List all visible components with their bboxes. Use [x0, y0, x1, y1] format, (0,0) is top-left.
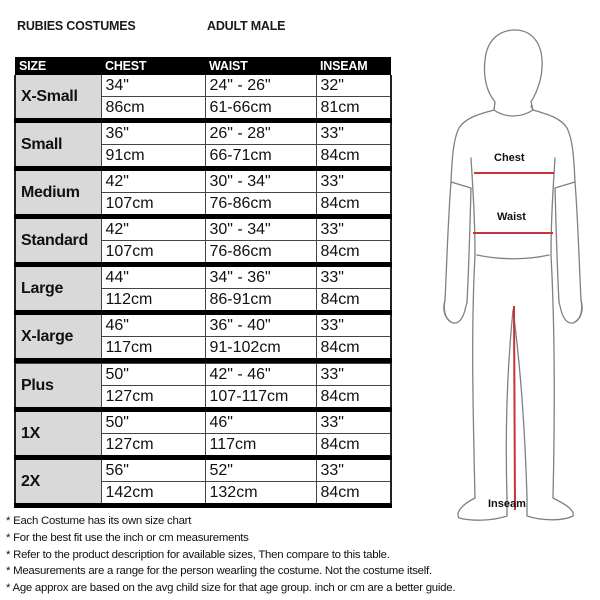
inseam-inches: 33"	[316, 364, 391, 386]
size-label: Medium	[15, 169, 101, 217]
inseam-inches: 33"	[316, 169, 391, 193]
notes-list	[6, 513, 455, 597]
chest-inches: 44"	[101, 265, 205, 289]
inseam-measure-line	[514, 306, 515, 510]
inseam-cm: 84cm	[316, 193, 391, 217]
table-row	[15, 364, 391, 386]
table-row	[15, 313, 391, 337]
table-row	[15, 265, 391, 289]
column-header-chest: CHEST	[101, 57, 205, 75]
waist-cm: 117cm	[205, 434, 316, 458]
chest-cm: 107cm	[101, 193, 205, 217]
inseam-inches: 33"	[316, 121, 391, 145]
table-row	[15, 169, 391, 193]
size-label: Small	[15, 121, 101, 169]
male-figure-illustration	[415, 10, 595, 525]
chest-inches: 42"	[101, 217, 205, 241]
chest-cm: 117cm	[101, 337, 205, 361]
size-label: X-large	[15, 313, 101, 361]
waist-cm: 61-66cm	[205, 97, 316, 121]
waist-inches: 46"	[205, 410, 316, 434]
inseam-inches: 32"	[316, 75, 391, 97]
waist-cm: 66-71cm	[205, 145, 316, 169]
waist-inches: 24" - 26"	[205, 75, 316, 97]
note-item: * Refer to the product description for available sizes, Then compare to this table.	[6, 548, 390, 561]
plus-size-table	[14, 363, 392, 508]
column-header-inseam: INSEAM	[316, 57, 391, 75]
table-header-row	[15, 57, 391, 75]
chest-inches: 36"	[101, 121, 205, 145]
note-item: * Measurements are a range for the person wearling the costume. Not the costume itself.	[6, 565, 432, 578]
inseam-cm: 84cm	[316, 434, 391, 458]
chest-label: Chest	[494, 152, 525, 164]
waist-inches: 36" - 40"	[205, 313, 316, 337]
inseam-inches: 33"	[316, 458, 391, 482]
table-row	[15, 121, 391, 145]
inseam-cm: 84cm	[316, 289, 391, 313]
size-label: 2X	[15, 458, 101, 506]
waist-cm: 86-91cm	[205, 289, 316, 313]
table-row	[15, 217, 391, 241]
chest-inches: 50"	[101, 364, 205, 386]
chest-cm: 91cm	[101, 145, 205, 169]
chest-inches: 56"	[101, 458, 205, 482]
chest-cm: 107cm	[101, 241, 205, 265]
table-row	[15, 458, 391, 482]
size-label: Large	[15, 265, 101, 313]
brand-title: RUBIES COSTUMES	[17, 19, 136, 33]
size-label: 1X	[15, 410, 101, 458]
note-item: * For the best fit use the inch or cm measurements	[6, 531, 249, 544]
inseam-cm: 84cm	[316, 482, 391, 506]
waist-inches: 30" - 34"	[205, 217, 316, 241]
column-header-size: SIZE	[15, 57, 101, 75]
inseam-cm: 84cm	[316, 145, 391, 169]
inseam-cm: 84cm	[316, 386, 391, 410]
waist-cm: 76-86cm	[205, 241, 316, 265]
waist-cm: 76-86cm	[205, 193, 316, 217]
inseam-cm: 81cm	[316, 97, 391, 121]
inseam-cm: 84cm	[316, 241, 391, 265]
category-title: ADULT MALE	[207, 19, 286, 33]
chest-cm: 112cm	[101, 289, 205, 313]
chest-inches: 34"	[101, 75, 205, 97]
chest-inches: 50"	[101, 410, 205, 434]
waist-inches: 26" - 28"	[205, 121, 316, 145]
note-item: * Age approx are based on the avg child size for that age group. inch or cm are a better guide.	[6, 582, 456, 595]
inseam-inches: 33"	[316, 313, 391, 337]
waist-cm: 107-117cm	[205, 386, 316, 410]
inseam-inches: 33"	[316, 217, 391, 241]
inseam-inches: 33"	[316, 265, 391, 289]
column-header-waist: WAIST	[205, 57, 316, 75]
waist-label: Waist	[497, 211, 526, 223]
waist-inches: 34" - 36"	[205, 265, 316, 289]
chest-cm: 127cm	[101, 386, 205, 410]
inseam-label: Inseam	[488, 498, 526, 510]
table-row	[15, 410, 391, 434]
chest-cm: 127cm	[101, 434, 205, 458]
size-label: X-Small	[15, 75, 101, 121]
table-row	[15, 75, 391, 97]
inseam-inches: 33"	[316, 410, 391, 434]
chest-inches: 46"	[101, 313, 205, 337]
size-table	[14, 57, 392, 363]
inseam-cm: 84cm	[316, 337, 391, 361]
note-item: * Each Costume has its own size chart	[6, 515, 192, 527]
waist-inches: 30" - 34"	[205, 169, 316, 193]
waist-cm: 91-102cm	[205, 337, 316, 361]
chest-inches: 42"	[101, 169, 205, 193]
waist-inches: 42" - 46"	[205, 364, 316, 386]
size-label: Standard	[15, 217, 101, 265]
body-measurement-figure	[415, 10, 595, 525]
chest-cm: 142cm	[101, 482, 205, 506]
chest-cm: 86cm	[101, 97, 205, 121]
size-label: Plus	[15, 364, 101, 410]
waist-inches: 52"	[205, 458, 316, 482]
waist-cm: 132cm	[205, 482, 316, 506]
